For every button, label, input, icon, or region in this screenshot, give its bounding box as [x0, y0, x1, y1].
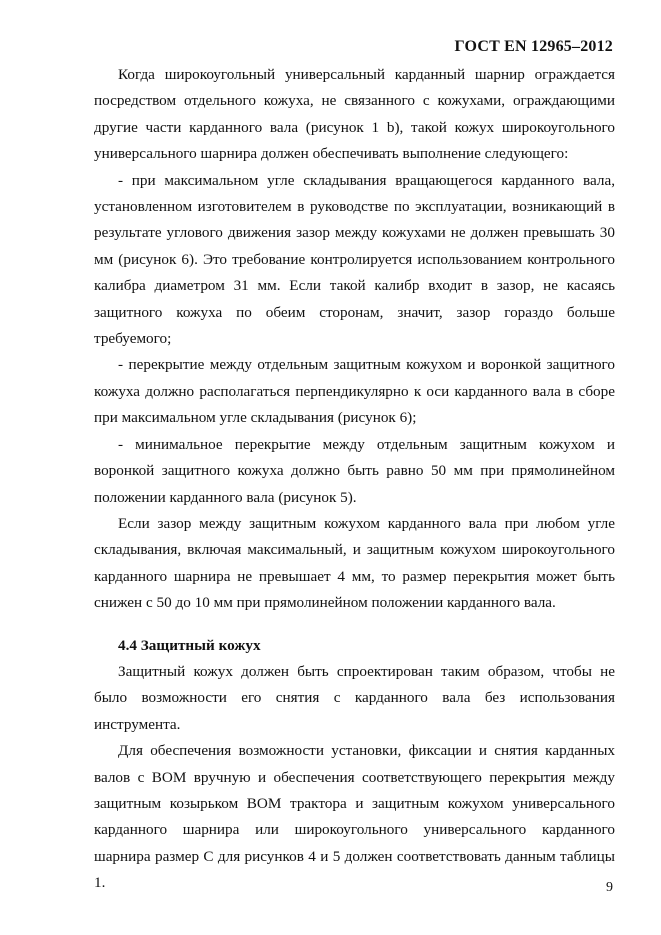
paragraph-intro: Когда широкоугольный универсальный карданный шарнир ограждается посредством отдельного кожуха, не связанного с кожухами, ограждающими другие части карданного вала (рисунок 1 b), такой кожух широкоугольного универсального шарнира должен обеспечивать выполнение следующего: [94, 66, 615, 163]
paragraph-guard-design: Защитный кожух должен быть спроектирован таким образом, чтобы не было возможности его снятия с карданного вала без использования инструмента. [94, 662, 615, 733]
page-number: 9 [606, 880, 613, 895]
paragraph-overlap-reduction: Если зазор между защитным кожухом карданного вала при любом угле складывания, включая максимальный, и защитным кожухом широкоугольного карданного шарнира не превышает 4 мм, то размер перекрытия может быть снижен с 50 до 10 мм при прямолинейном положении карданного вала. [94, 514, 615, 612]
paragraph-gap-requirement: - при максимальном угле складывания вращающегося карданного вала, установленном изготовителем в руководстве по эксплуатации, возникающий в результате углового движения зазор между кожухами не должен превышать 30 мм (рисунок 6). Это требование контролируется использованием контрольного калибра диаметром 31 мм. Если такой калибр входит в зазор, не касаясь защитного кожуха по обеим сторонам, значит, зазор гораздо больше требуемого; [94, 171, 615, 348]
section-title: 4.4 Защитный кожух [118, 636, 261, 654]
standard-header: ГОСТ EN 12965–2012 [454, 38, 613, 55]
paragraph-overlap-perpendicular: - перекрытие между отдельным защитным кожухом и воронкой защитного кожуха должно располагаться перпендикулярно к оси карданного вала в сборе при максимальном угле складывания (рисунок 6); [94, 356, 615, 427]
document-body [94, 62, 615, 897]
paragraph-minimum-overlap: - минимальное перекрытие между отдельным защитным кожухом и воронкой защитного кожуха должно быть равно 50 мм при прямолинейном положении карданного вала (рисунок 5). [94, 435, 615, 506]
paragraph-dimension-c: Для обеспечения возможности установки, фиксации и снятия карданных валов с ВОМ вручную и обеспечения соответствующего перекрытия между защитным козырьком ВОМ трактора и защитным кожухом универсального карданного шарнира или широкоугольного универсального карданного шарнира размер С для рисунков 4 и 5 должен соответствовать данным таблицы 1. [94, 742, 615, 892]
